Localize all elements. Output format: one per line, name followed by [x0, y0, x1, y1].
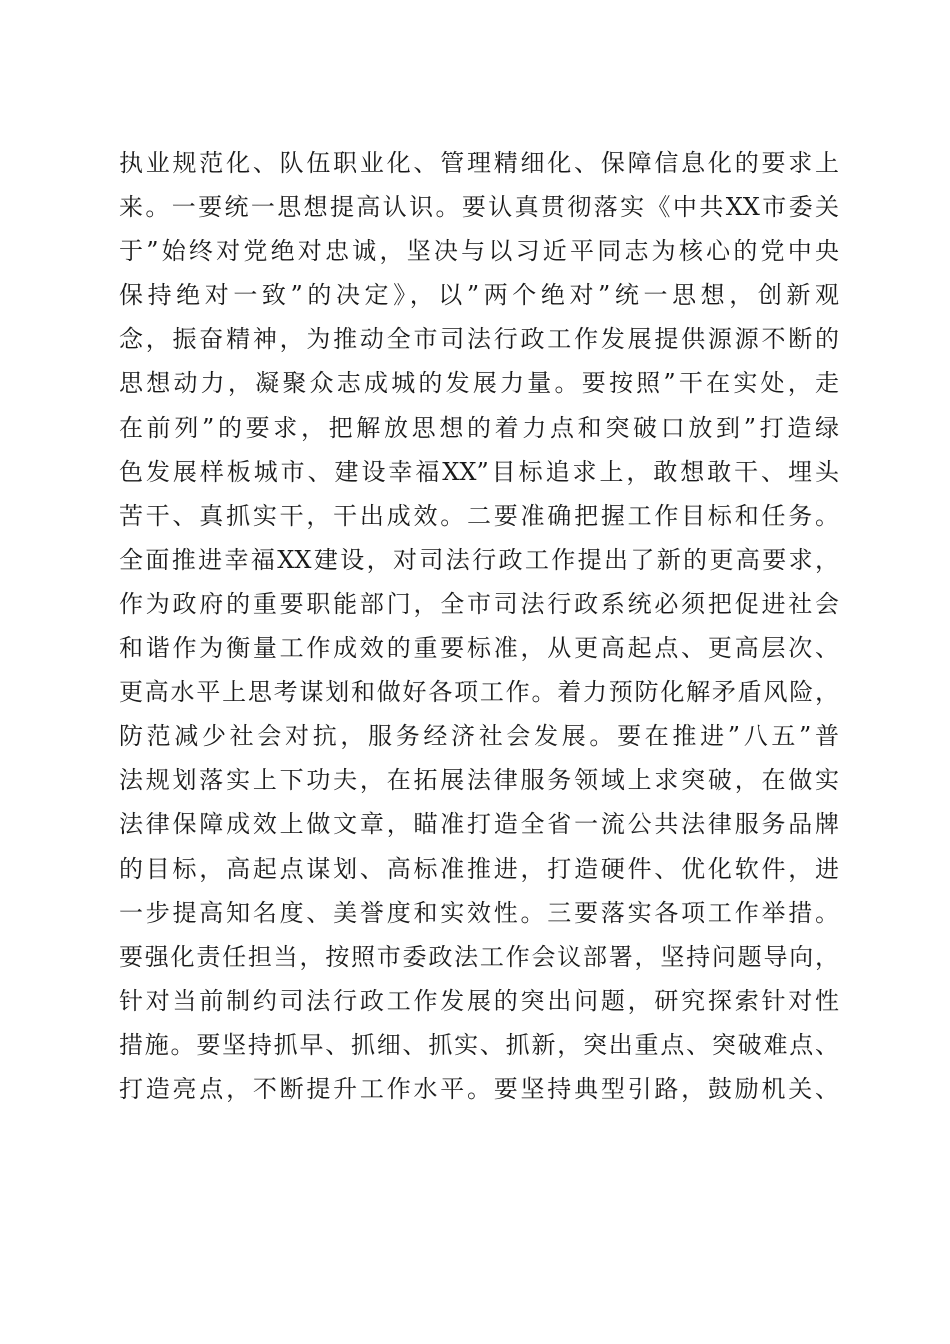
text-line: 执业规范化、队伍职业化、管理精细化、保障信息化的要求上 [119, 149, 839, 177]
text-line: 一步提高知名度、美誉度和实效性。三要落实各项工作举措。 [119, 898, 839, 927]
text-line: 措施。要坚持抓早、抓细、抓实、抓新，突出重点、突破难点、 [119, 1030, 839, 1059]
body-paragraph [119, 141, 839, 1111]
text-line: 保持绝对一致”的决定》，以”两个绝对”统一思想，创新观 [119, 281, 839, 310]
text-line: 防范减少社会对抗，服务经济社会发展。要在推进”八五”普 [119, 722, 839, 751]
text-line: 作为政府的重要职能部门，全市司法行政系统必须把促进社会 [119, 589, 839, 618]
text-line: 更高水平上思考谋划和做好各项工作。着力预防化解矛盾风险， [119, 678, 839, 707]
text-line: 来。一要统一思想提高认识。要认真贯彻落实《中共XX市委关 [119, 193, 839, 222]
text-line: 念，振奋精神，为推动全市司法行政工作发展提供源源不断的 [119, 325, 839, 354]
text-line: 色发展样板城市、建设幸福XX”目标追求上，敢想敢干、埋头 [119, 457, 839, 486]
text-line: 打造亮点，不断提升工作水平。要坚持典型引路，鼓励机关、 [119, 1074, 839, 1103]
text-line: 要强化责任担当，按照市委政法工作会议部署，坚持问题导向， [119, 942, 839, 971]
text-line: 的目标，高起点谋划、高标准推进，打造硬件、优化软件，进 [119, 854, 839, 883]
text-line: 在前列”的要求，把解放思想的着力点和突破口放到”打造绿 [119, 413, 839, 442]
text-line: 法规划落实上下功夫，在拓展法律服务领域上求突破，在做实 [119, 766, 839, 795]
text-line: 和谐作为衡量工作成效的重要标准，从更高起点、更高层次、 [119, 634, 839, 663]
text-line: 于”始终对党绝对忠诚，坚决与以习近平同志为核心的党中央 [119, 237, 839, 266]
text-line: 全面推进幸福XX建设，对司法行政工作提出了新的更高要求， [119, 545, 839, 574]
text-line: 思想动力，凝聚众志成城的发展力量。要按照”干在实处，走 [119, 369, 839, 398]
text-line: 法律保障成效上做文章，瞄准打造全省一流公共法律服务品牌 [119, 810, 839, 839]
text-line: 针对当前制约司法行政工作发展的突出问题，研究探索针对性 [119, 986, 839, 1015]
text-line: 苦干、真抓实干，干出成效。二要准确把握工作目标和任务。 [119, 501, 839, 530]
